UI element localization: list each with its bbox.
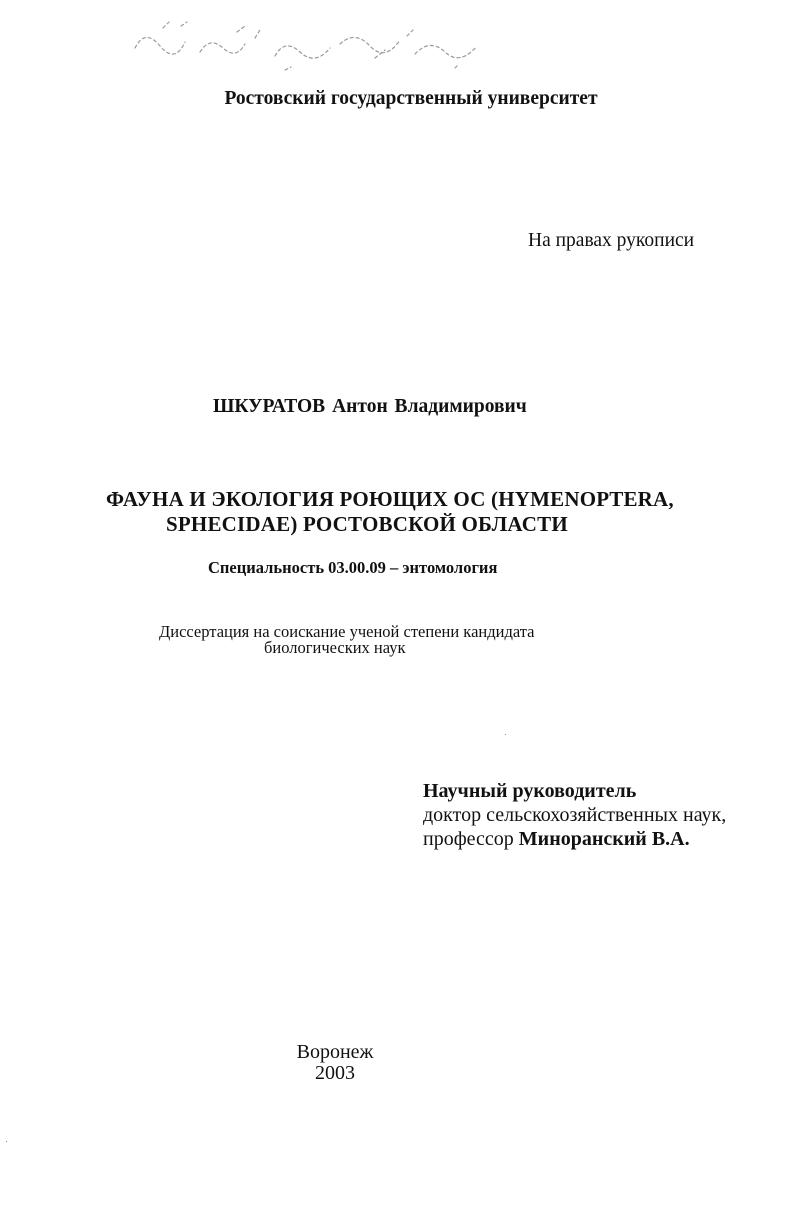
advisor-title-line	[423, 828, 690, 851]
year: 2003	[315, 1062, 355, 1084]
scan-speck	[505, 734, 506, 735]
author-surname: ШКУРАТОВ	[213, 396, 326, 417]
dissertation-title-line-1: ФАУНА И ЭКОЛОГИЯ РОЮЩИХ ОС (HYMENOPTERA,	[106, 487, 674, 511]
manuscript-note: На правах рукописи	[528, 230, 695, 251]
handwritten-mark	[125, 18, 495, 80]
university-name: Ростовский государственный университет	[224, 88, 598, 109]
author-given-names: Антон Владимирович	[332, 396, 527, 417]
advisor-name: Миноранский В.А.	[518, 828, 690, 850]
specialty: Специальность 03.00.09 – энтомология	[208, 558, 498, 577]
degree-statement-line-2: биологических наук	[264, 638, 406, 657]
advisor-heading: Научный руководитель	[423, 780, 637, 802]
advisor-degree: доктор сельскохозяйственных наук,	[423, 804, 727, 826]
advisor-position: профессор	[423, 828, 514, 850]
scan-speck	[6, 1141, 7, 1142]
city: Воронеж	[296, 1041, 374, 1063]
dissertation-title-line-2: SPHECIDAE) РОСТОВСКОЙ ОБЛАСТИ	[166, 512, 568, 536]
author-line	[213, 396, 527, 418]
degree-statement-line-1: Диссертация на соискание ученой степени кандидата	[159, 622, 535, 641]
